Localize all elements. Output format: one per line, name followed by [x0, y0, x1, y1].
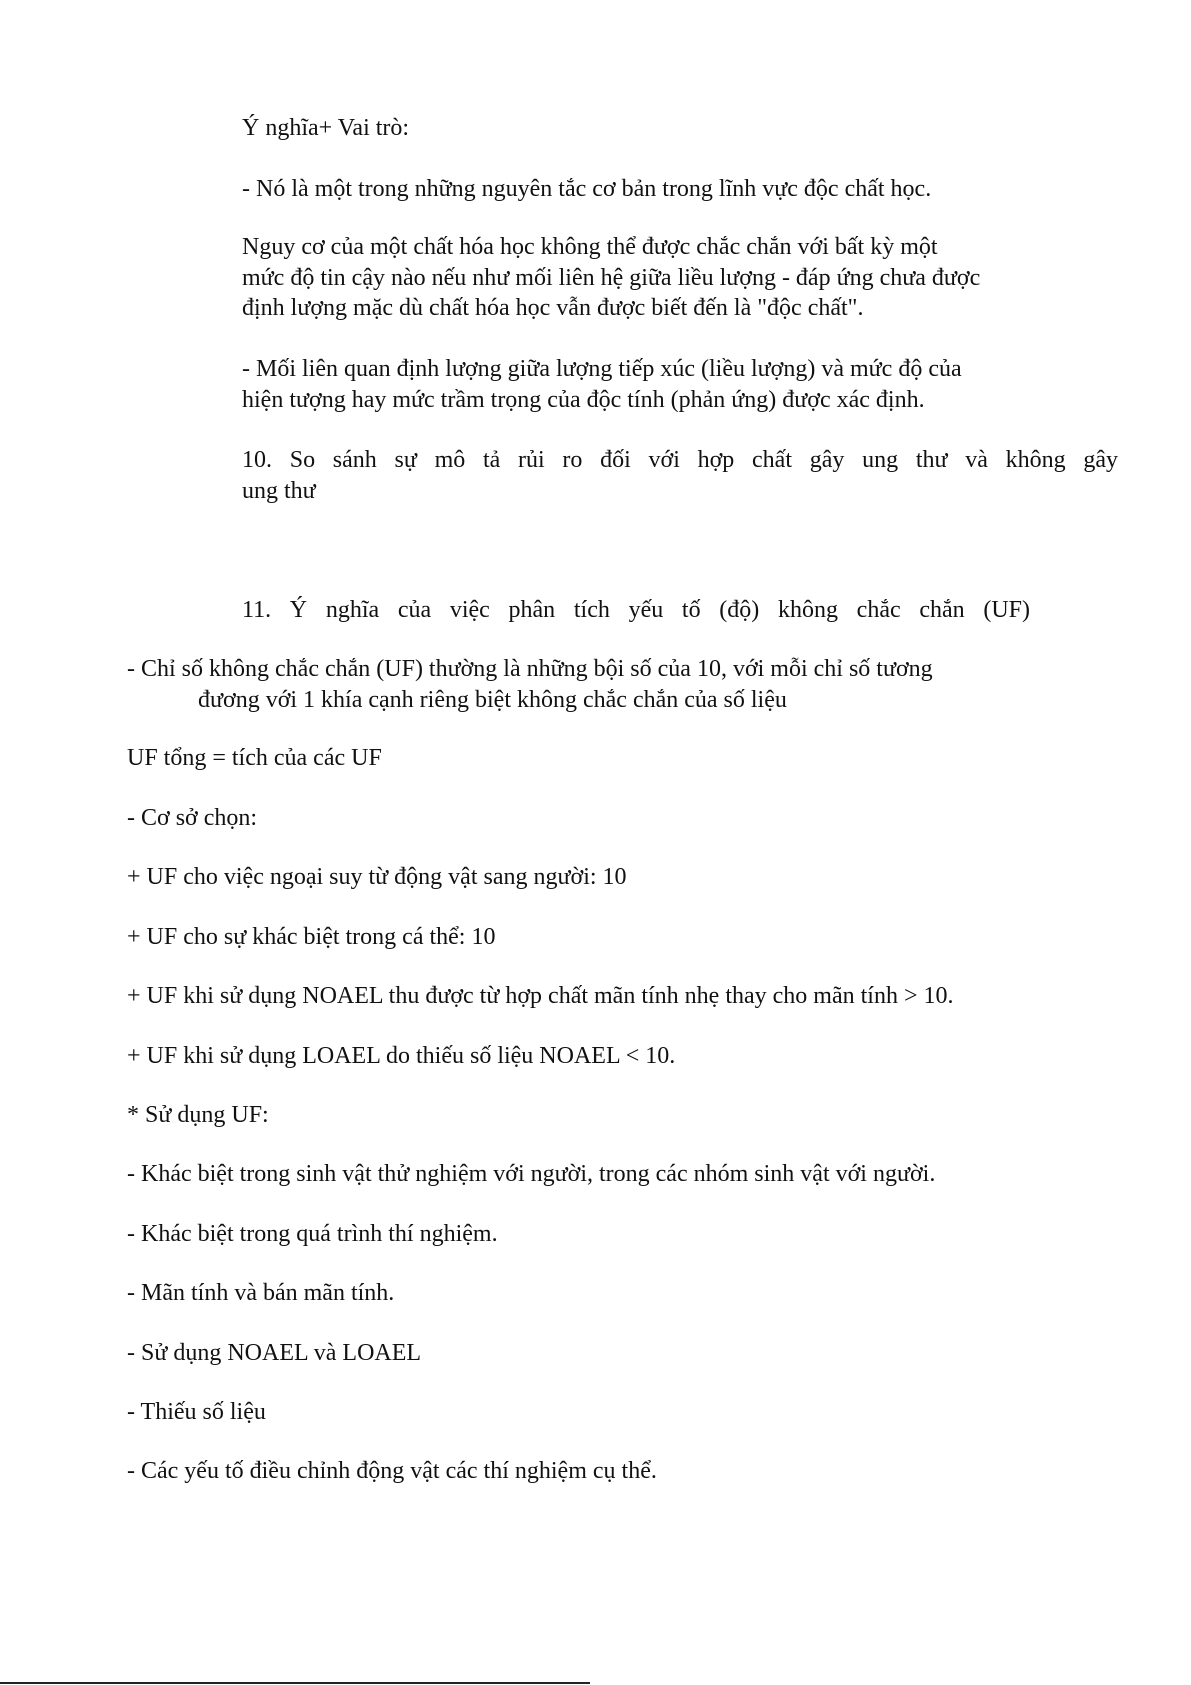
- usage-item: - Khác biệt trong sinh vật thử nghiệm với người, trong các nhóm sinh vật với người.: [127, 1161, 936, 1187]
- basis-heading: - Cơ sở chọn:: [127, 805, 258, 831]
- basis-item: + UF khi sử dụng NOAEL thu được từ hợp chất mãn tính nhẹ thay cho mãn tính > 10.: [127, 983, 954, 1009]
- basis-item: + UF khi sử dụng LOAEL do thiếu số liệu NOAEL < 10.: [127, 1043, 676, 1069]
- risk-paragraph-line-3: định lượng mặc dù chất hóa học vẫn được biết đến là "độc chất".: [242, 295, 864, 321]
- risk-paragraph-line-1: Nguy cơ của một chất hóa học không thể được chắc chắn với bất kỳ một: [242, 234, 938, 260]
- meaning-heading: Ý nghĩa+ Vai trò:: [242, 115, 410, 141]
- usage-item: - Thiếu số liệu: [127, 1399, 266, 1425]
- usage-item: - Sử dụng NOAEL và LOAEL: [127, 1340, 422, 1366]
- uf-definition-line-1: - Chỉ số không chắc chắn (UF) thường là những bội số của 10, với mỗi chỉ số tương: [127, 656, 933, 682]
- question-11-heading: 11. Ý nghĩa của việc phân tích yếu tố (độ) không chắc chắn (UF): [242, 597, 1030, 623]
- basis-item: + UF cho việc ngoại suy từ động vật sang người: 10: [127, 864, 627, 890]
- risk-paragraph-line-2: mức độ tin cậy nào nếu như mối liên hệ giữa liều lượng - đáp ứng chưa được: [242, 265, 981, 291]
- uf-total: UF tổng = tích của các UF: [127, 745, 382, 771]
- uf-definition-line-2: đương với 1 khía cạnh riêng biệt không chắc chắn của số liệu: [198, 687, 787, 713]
- meaning-point-2-line-2: hiện tượng hay mức trầm trọng của độc tính (phản ứng) được xác định.: [242, 387, 925, 413]
- page-bottom-rule: [0, 1682, 590, 1684]
- usage-item: - Mãn tính và bán mãn tính.: [127, 1280, 395, 1306]
- meaning-point-1: - Nó là một trong những nguyên tắc cơ bản trong lĩnh vực độc chất học.: [242, 176, 932, 202]
- question-10-line-2: ung thư: [242, 478, 316, 504]
- usage-heading: * Sử dụng UF:: [127, 1102, 269, 1128]
- question-10-line-1: 10. So sánh sự mô tả rủi ro đối với hợp chất gây ung thư và không gây: [242, 447, 1118, 473]
- usage-item: - Khác biệt trong quá trình thí nghiệm.: [127, 1221, 498, 1247]
- meaning-point-2-line-1: - Mối liên quan định lượng giữa lượng tiếp xúc (liều lượng) và mức độ của: [242, 356, 962, 382]
- basis-item: + UF cho sự khác biệt trong cá thể: 10: [127, 924, 496, 950]
- usage-item: - Các yếu tố điều chỉnh động vật các thí nghiệm cụ thể.: [127, 1458, 657, 1484]
